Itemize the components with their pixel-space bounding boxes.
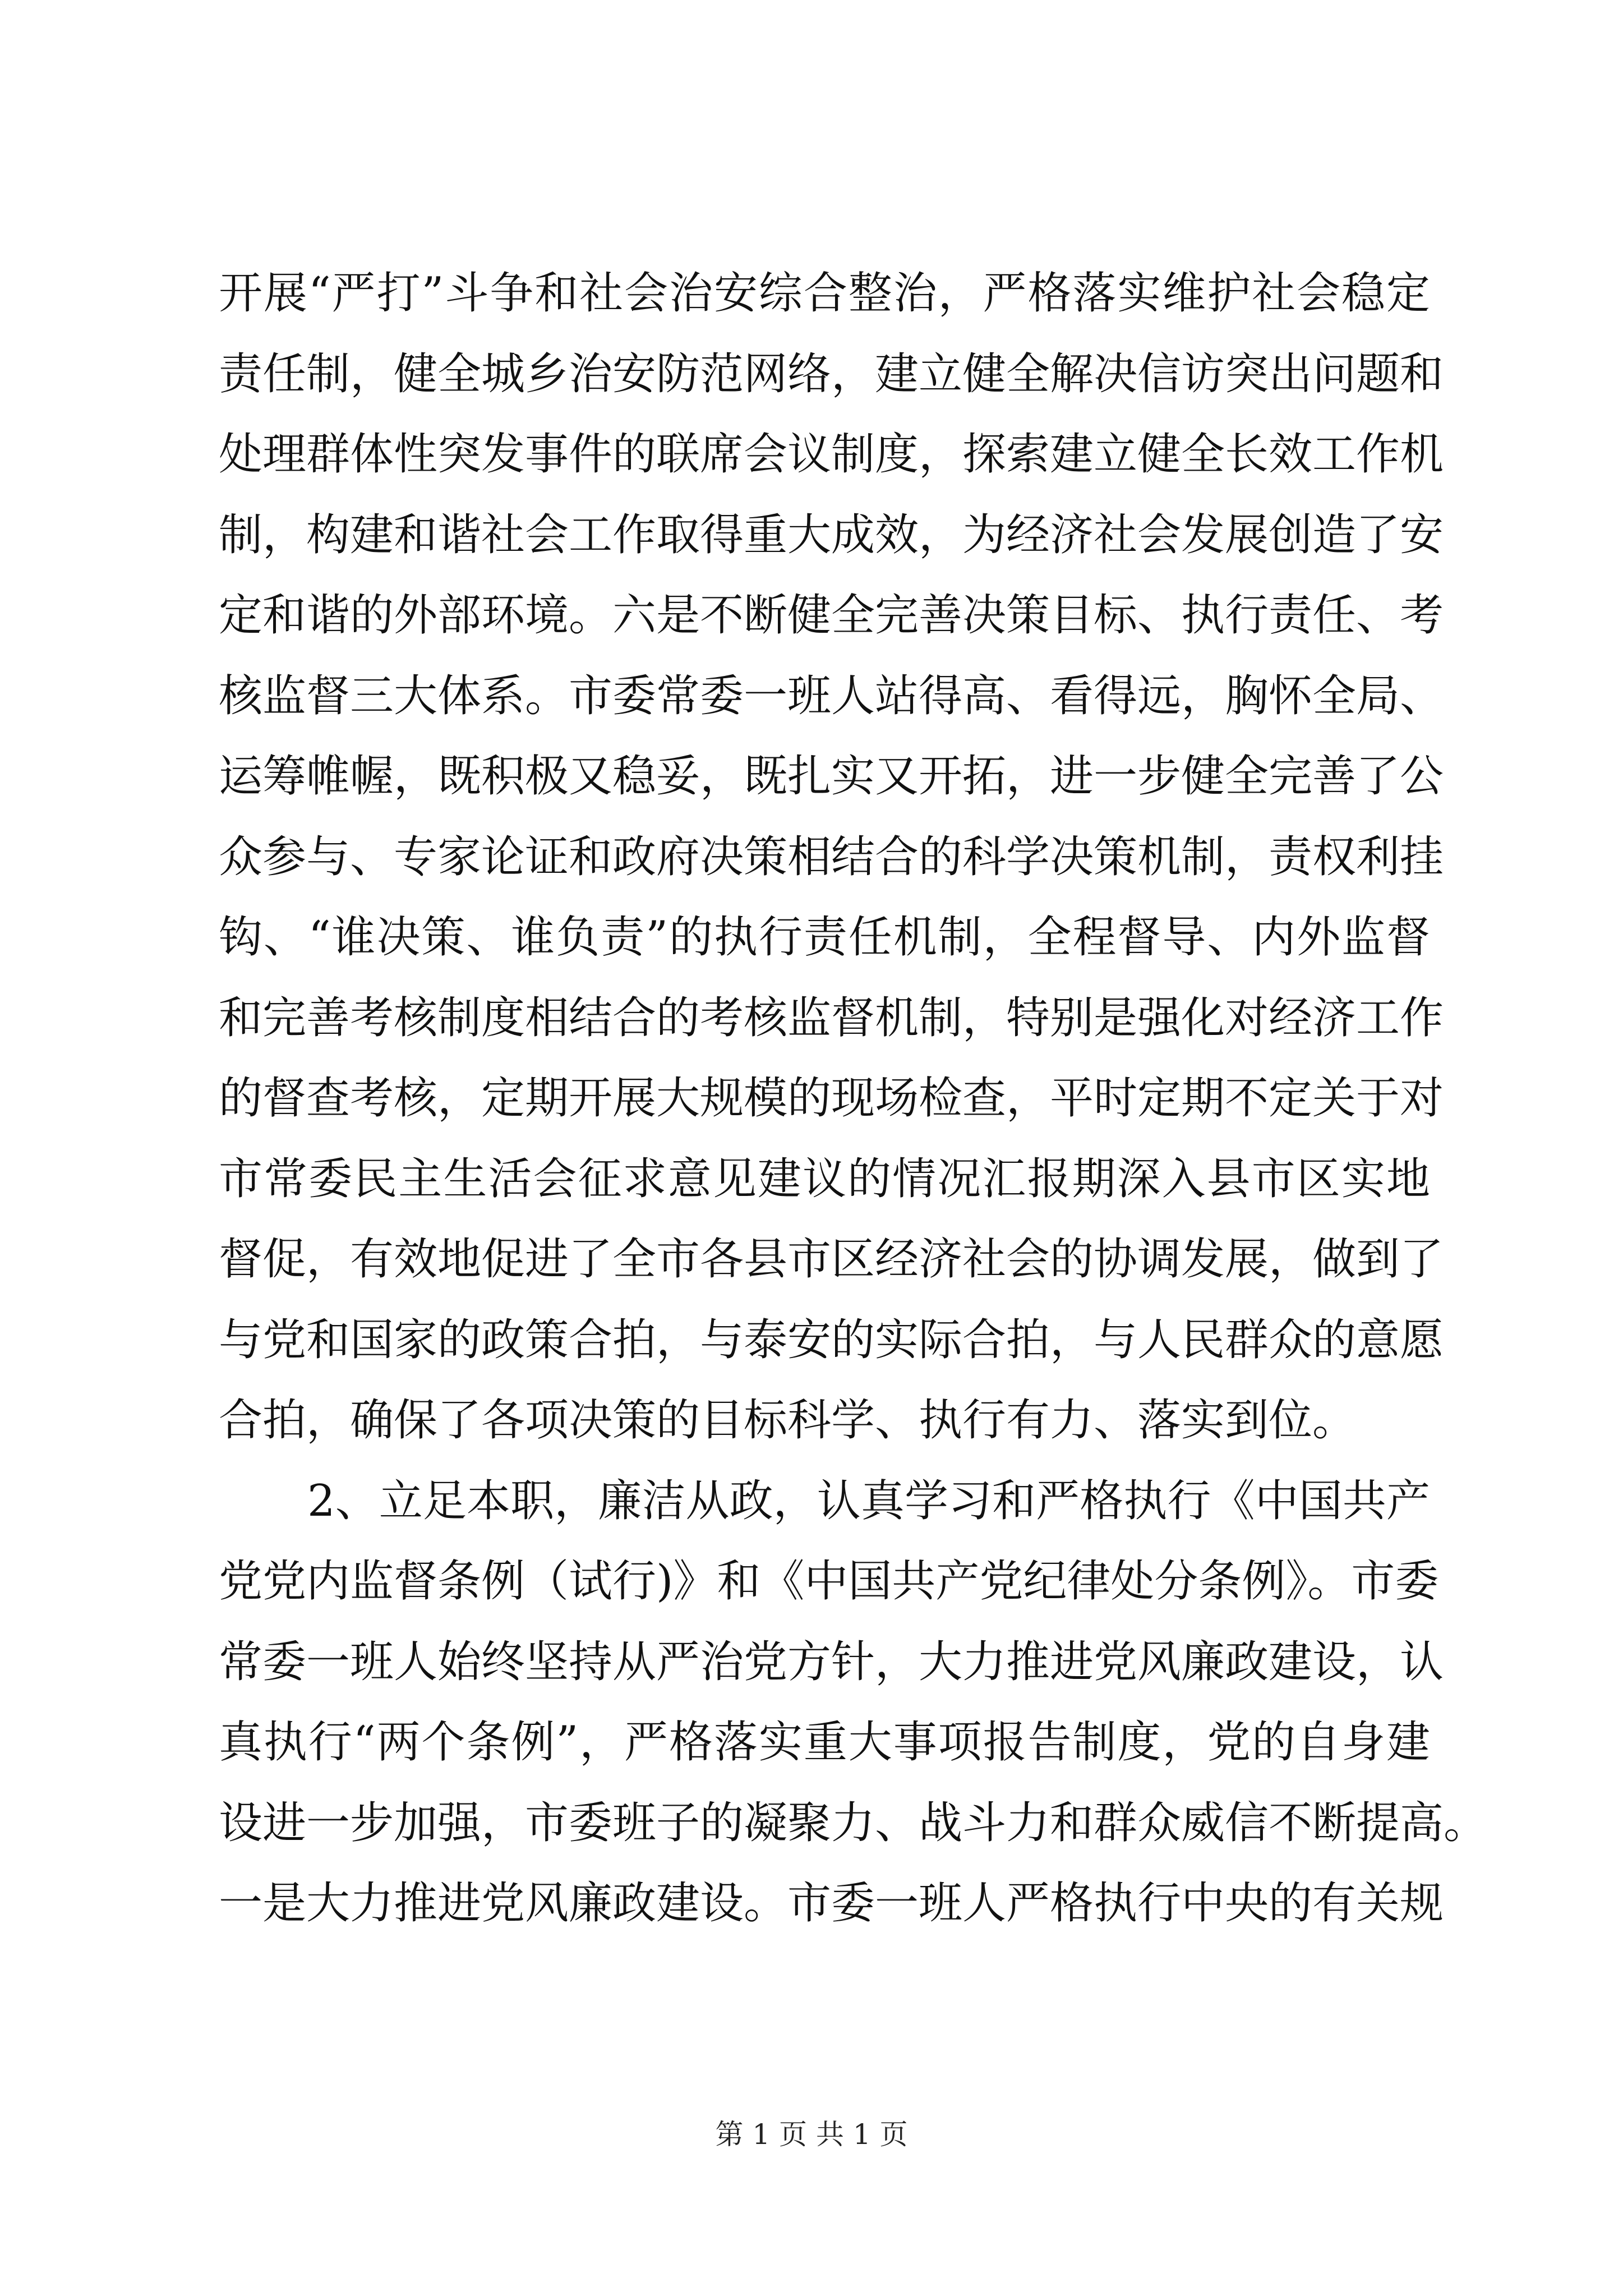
document-body	[219, 254, 1488, 1944]
text-line: 合拍，确保了各项决策的目标科学、执行有力、落实到位。	[219, 1395, 1357, 1446]
text-line: 制，构建和谐社会工作取得重大成效，为经济社会发展创造了安	[219, 509, 1444, 560]
text-line: 市常委民主生活会征求意见建议的情况汇报期深入县市区实地	[219, 1153, 1430, 1204]
text-line: 和完善考核制度相结合的考核监督机制，特别是强化对经济工作	[219, 992, 1444, 1043]
text-line: 开展“严打”斗争和社会治安综合整治，严格落实维护社会稳定	[219, 268, 1430, 319]
text-line: 与党和国家的政策合拍，与泰安的实际合拍，与人民群众的意愿	[219, 1314, 1444, 1365]
text-line: 处理群体性突发事件的联席会议制度，探索建立健全长效工作机	[219, 429, 1444, 480]
text-line: 定和谐的外部环境。六是不断健全完善决策目标、执行责任、考	[219, 590, 1444, 641]
text-line: 督促，有效地促进了全市各县市区经济社会的协调发展，做到了	[219, 1234, 1444, 1285]
page-number-footer: 第 1 页 共 1 页	[715, 2118, 908, 2151]
paragraph-first-line: 2、立足本职，廉洁从政，认真学习和严格执行《中国共产	[307, 1475, 1430, 1526]
text-line: 设进一步加强，市委班子的凝聚力、战斗力和群众威信不断提高。	[219, 1797, 1488, 1848]
text-line: 党党内监督条例（试行)》和《中国共产党纪律处分条例》。市委	[219, 1556, 1439, 1607]
text-line: 一是大力推进党风廉政建设。市委一班人严格执行中央的有关规	[219, 1878, 1444, 1929]
text-line: 常委一班人始终坚持从严治党方针，大力推进党风廉政建设，认	[219, 1636, 1444, 1687]
text-line: 真执行“两个条例”，严格落实重大事项报告制度，党的自身建	[219, 1717, 1430, 1768]
text-line: 钩、“谁决策、谁负责”的执行责任机制，全程督导、内外监督	[219, 912, 1430, 963]
text-line: 运筹帷幄，既积极又稳妥，既扎实又开拓，进一步健全完善了公	[219, 751, 1444, 802]
text-line: 责任制，健全城乡治安防范网络，建立健全解决信访突出问题和	[219, 348, 1444, 399]
text-line: 核监督三大体系。市委常委一班人站得高、看得远，胸怀全局、	[219, 670, 1444, 721]
text-line: 众参与、专家论证和政府决策相结合的科学决策机制，责权利挂	[219, 831, 1444, 882]
text-line: 的督查考核，定期开展大规模的现场检查，平时定期不定关于对	[219, 1073, 1444, 1124]
